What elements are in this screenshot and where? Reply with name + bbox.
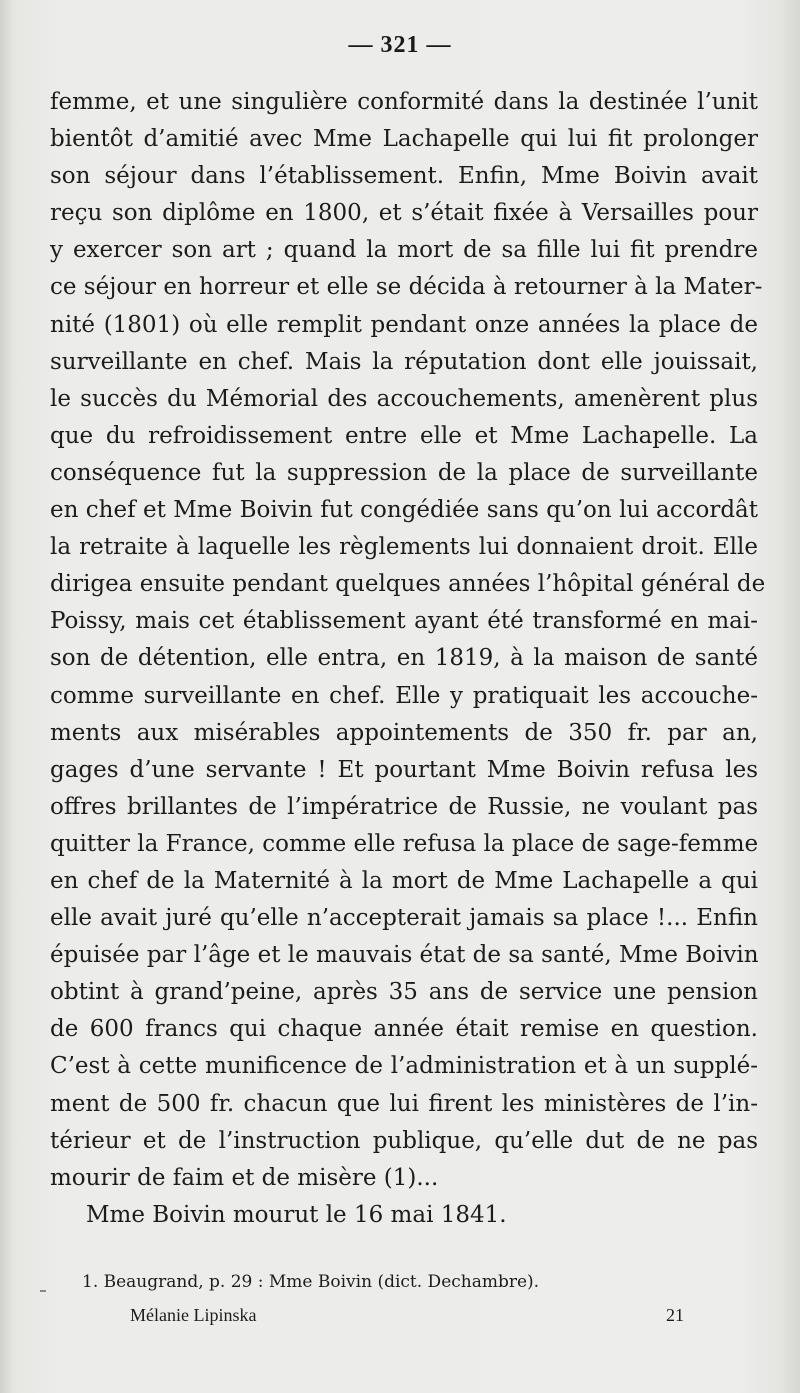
text-line: C’est à cette munificence de l’administration et à un supplé- xyxy=(50,1053,758,1080)
text-line: bientôt d’amitié avec Mme Lachapelle qui lui fit prolonger xyxy=(50,126,758,153)
text-line: elle avait juré qu’elle n’accepterait jamais sa place !... Enfin xyxy=(50,905,758,932)
text-line: offres brillantes de l’impératrice de Russie, ne voulant pas xyxy=(50,793,758,820)
text-line: en chef de la Maternité à la mort de Mme Lachapelle a qui xyxy=(50,867,758,894)
text-line: gages d’une servante ! Et pourtant Mme Boivin refusa les xyxy=(50,756,758,783)
text-line: le succès du Mémorial des accouchements, amenèrent plus xyxy=(50,385,758,412)
text-line: son séjour dans l’établissement. Enfin, Mme Boivin avait xyxy=(50,163,758,190)
text-line: y exercer son art ; quand la mort de sa fille lui fit prendre xyxy=(50,237,758,264)
text-line: son de détention, elle entra, en 1819, à la maison de santé xyxy=(50,645,758,672)
text-line: Mme Boivin mourut le 16 mai 1841. xyxy=(86,1201,507,1228)
author-signature: Mélanie Lipinska xyxy=(130,1305,257,1325)
text-line: ment de 500 fr. chacun que lui firent les ministères de l’in- xyxy=(50,1090,758,1117)
signature-mark: 21 xyxy=(666,1305,684,1325)
text-line: Poissy, mais cet établissement ayant été transformé en mai- xyxy=(50,608,758,635)
footnote: 1. Beaugrand, p. 29 : Mme Boivin (dict. Dechambre). xyxy=(82,1272,540,1292)
footnote-mark xyxy=(40,1290,46,1292)
text-line: comme surveillante en chef. Elle y pratiquait les accouche- xyxy=(50,682,758,709)
page-number: — 321 — xyxy=(348,32,452,58)
text-line: reçu son diplôme en 1800, et s’était fixée à Versailles pour xyxy=(50,200,758,227)
text-line: nité (1801) où elle remplit pendant onze années la place de xyxy=(50,311,758,338)
text-line: obtint à grand’peine, après 35 ans de service une pension xyxy=(50,979,758,1006)
text-line: surveillante en chef. Mais la réputation dont elle jouissait, xyxy=(50,348,758,375)
text-line: de 600 francs qui chaque année était remise en question. xyxy=(50,1016,758,1043)
text-line: femme, et une singulière conformité dans la destinée l’unit xyxy=(50,89,758,115)
text-line: conséquence fut la suppression de la place de surveillante xyxy=(50,459,758,486)
body-text xyxy=(50,84,766,1234)
text-line: la retraite à laquelle les règlements lui donnaient droit. Elle xyxy=(50,534,758,561)
text-line: mourir de faim et de misère (1)... xyxy=(50,1164,439,1191)
text-line: térieur et de l’instruction publique, qu’elle dut de ne pas xyxy=(50,1127,758,1154)
text-line: en chef et Mme Boivin fut congédiée sans qu’on lui accordât xyxy=(50,497,758,524)
text-line: épuisée par l’âge et le mauvais état de sa santé, Mme Boivin xyxy=(50,942,759,969)
text-line: ce séjour en horreur et elle se décida à retourner à la Mater- xyxy=(50,274,763,301)
text-line: dirigea ensuite pendant quelques années l’hôpital général de xyxy=(50,571,766,598)
text-line: ments aux misérables appointements de 350 fr. par an, xyxy=(50,719,758,746)
text-line: quitter la France, comme elle refusa la place de sage-femme xyxy=(50,830,759,857)
text-line: que du refroidissement entre elle et Mme Lachapelle. La xyxy=(50,422,758,449)
